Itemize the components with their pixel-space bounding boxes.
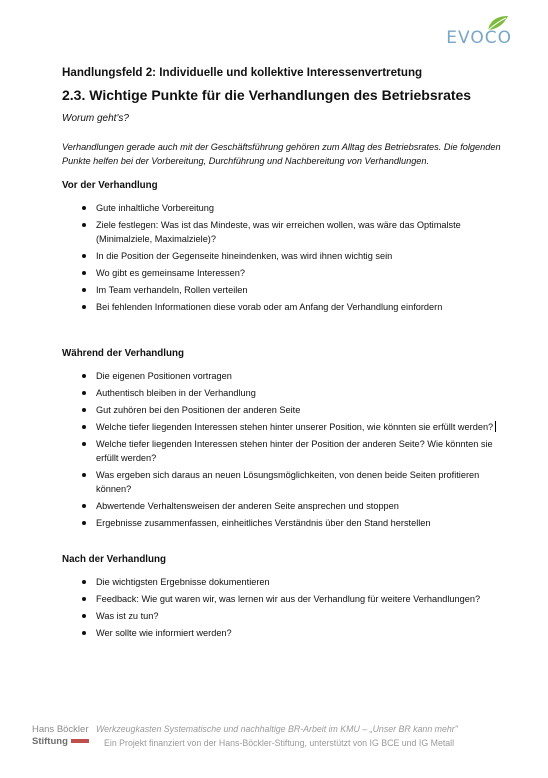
list-item: Die eigenen Positionen vortragen	[82, 369, 502, 383]
list-item: Gute inhaltliche Vorbereitung	[82, 201, 502, 215]
list-item: Wo gibt es gemeinsame Interessen?	[82, 266, 502, 280]
list-item: Welche tiefer liegenden Interessen stehen hinter der Position der anderen Seite? Wie könnten sie erfüllt werden?	[82, 437, 502, 465]
list-item: Authentisch bleiben in der Verhandlung	[82, 386, 502, 400]
list-item: Die wichtigsten Ergebnisse dokumentieren	[82, 575, 502, 589]
list-item: Im Team verhandeln, Rollen verteilen	[82, 283, 502, 297]
section-after	[62, 554, 502, 640]
org-name-line1: Hans Böckler	[32, 724, 89, 735]
logo-bar	[71, 739, 89, 743]
section-heading: Während der Verhandlung	[62, 348, 184, 359]
section-during	[62, 348, 502, 530]
document-body	[62, 66, 502, 643]
list-item: Abwertende Verhaltensweisen der anderen Seite ansprechen und stoppen	[82, 499, 502, 513]
list-item: Ziele festlegen: Was ist das Mindeste, was wir erreichen wollen, was wäre das Optimalste (Minimalziele, Maximalziele)?	[82, 218, 502, 246]
list-item: Gut zuhören bei den Positionen der anderen Seite	[82, 403, 502, 417]
list-item: Was ist zu tun?	[82, 609, 502, 623]
org-name-line2: Stiftung	[32, 736, 68, 747]
logo-text: EVOCO	[446, 28, 512, 48]
list-item: Feedback: Wie gut waren wir, was lernen wir aus der Verhandlung für weitere Verhandlungen?	[82, 592, 502, 606]
evoco-logo	[420, 18, 512, 48]
list-item: Bei fehlenden Informationen diese vorab oder am Anfang der Verhandlung einfordern	[82, 300, 502, 314]
list-item: Was ergeben sich daraus an neuen Lösungsmöglichkeiten, von denen beide Seiten profitieren können?	[82, 468, 502, 496]
section-title: 2.3. Wichtige Punkte für die Verhandlungen des Betriebsrates	[62, 87, 472, 103]
text-cursor	[495, 421, 496, 432]
list-item: Ergebnisse zusammenfassen, einheitliches Verständnis über den Stand herstellen	[82, 516, 502, 530]
list-item	[82, 420, 502, 434]
hans-boeckler-logo	[32, 724, 89, 748]
footer-line-1: Werkzeugkasten Systematische und nachhaltige BR-Arbeit im KMU – „Unser BR kann mehr"	[96, 724, 458, 734]
list-item: Wer sollte wie informiert werden?	[82, 626, 502, 640]
intro-text: Verhandlungen gerade auch mit der Geschäftsführung gehören zum Alltag des Betriebsrates. Die folgenden Punkte helfen bei der Vorbereitung, Durchführung und Nachbereitung von Verhandlungen.	[62, 142, 501, 166]
section-before	[62, 180, 502, 314]
list-item: In die Position der Gegenseite hineindenken, was wird ihnen wichtig sein	[82, 249, 502, 263]
list-item-text: Welche tiefer liegenden Interessen stehen hinter unserer Position, wie könnten sie erfüllt werden?	[96, 422, 494, 432]
section-heading: Vor der Verhandlung	[62, 180, 158, 191]
footer-line-2: Ein Projekt finanziert von der Hans-Böckler-Stiftung, unterstützt von IG BCE und IG Metall	[104, 738, 455, 748]
section-heading: Nach der Verhandlung	[62, 554, 166, 565]
intro-question: Worum geht's?	[62, 113, 129, 124]
field-title: Handlungsfeld 2: Individuelle und kollektive Interessenvertretung	[62, 66, 423, 79]
